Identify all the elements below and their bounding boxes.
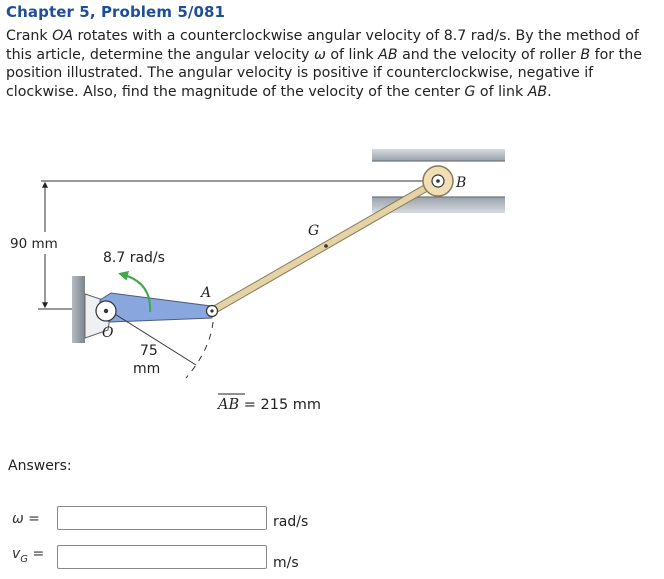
label-b: B xyxy=(456,175,467,191)
mechanism-figure xyxy=(0,130,664,430)
dimension-label: 90 mm xyxy=(10,236,58,252)
symbol-ab: AB xyxy=(527,83,548,100)
symbol-oa: OA xyxy=(52,28,74,44)
label-o: O xyxy=(102,325,114,341)
vg-symbol: v xyxy=(12,546,21,562)
omega-label: ω = xyxy=(12,511,40,527)
joint-a-pin xyxy=(210,309,213,312)
symbol-g: G xyxy=(464,83,476,100)
problem-text: for the position illustrated. The angular velocity is positive if counterclockwise, negative if clockwise. Also, find the magnitude of the velocity of the center xyxy=(6,46,642,100)
vg-unit: m/s xyxy=(273,555,299,571)
problem-text: . xyxy=(547,83,552,100)
rail-top xyxy=(372,149,505,161)
radius-unit: mm xyxy=(133,361,161,377)
label-a: A xyxy=(201,285,212,301)
symbol-omega: ω xyxy=(313,46,326,63)
problem-text: Crank xyxy=(6,28,53,44)
answers-heading: Answers: xyxy=(8,458,72,474)
roller-b-pin xyxy=(436,179,440,183)
problem-title: Chapter 5, Problem 5/081 xyxy=(6,3,226,21)
problem-text: of link xyxy=(475,83,528,100)
problem-text: rotates with a counterclockwise angular velocity of 8.7 rad/s. By the method of this article, determine the angular velocity xyxy=(6,28,639,63)
vg-equals: = xyxy=(28,546,45,562)
crank-path-arc xyxy=(186,322,213,378)
ab-value: = 215 mm xyxy=(239,397,322,413)
symbol-b: B xyxy=(580,46,591,63)
ab-length-label xyxy=(216,397,321,413)
pivot-o-pin xyxy=(104,309,108,313)
problem-statement xyxy=(6,27,662,101)
crank-speed-label: 8.7 rad/s xyxy=(103,250,165,266)
wall-support xyxy=(72,276,85,343)
vg-subscript: G xyxy=(20,553,29,565)
vg-label xyxy=(12,546,44,565)
vg-input[interactable] xyxy=(57,545,267,569)
problem-text: and the velocity of roller xyxy=(397,46,581,63)
crank-oa xyxy=(100,293,212,322)
omega-unit: rad/s xyxy=(273,514,309,530)
center-g xyxy=(324,244,328,248)
problem-text: of link xyxy=(325,46,379,63)
symbol-ab: AB xyxy=(378,46,398,63)
ab-symbol: AB xyxy=(218,397,240,413)
radius-value: 75 xyxy=(140,343,158,359)
label-g: G xyxy=(308,223,320,239)
omega-input[interactable] xyxy=(57,506,267,530)
